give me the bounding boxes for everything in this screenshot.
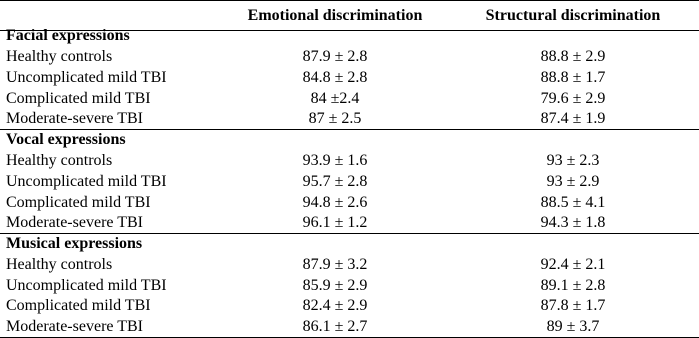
table-row [0, 192, 699, 213]
section-title-musical [0, 233, 699, 254]
table-row [0, 254, 699, 275]
table-row [0, 316, 699, 337]
section-title-text: Musical expressions [6, 235, 143, 252]
group-label: Uncomplicated mild TBI [6, 69, 167, 86]
group-label: Uncomplicated mild TBI [6, 277, 167, 294]
section-title-text: Facial expressions [6, 27, 130, 44]
header-structural-discrimination: Structural discrimination [485, 7, 661, 24]
emotional-value: 84.8 ± 2.8 [302, 69, 368, 86]
structural-value: 88.8 ± 1.7 [540, 69, 606, 86]
group-label: Complicated mild TBI [6, 90, 151, 107]
structural-value: 87.4 ± 1.9 [540, 110, 606, 127]
table-row [0, 88, 699, 109]
group-label: Uncomplicated mild TBI [6, 173, 167, 190]
section-title-facial [0, 25, 699, 46]
structural-value: 94.3 ± 1.8 [540, 214, 606, 231]
section-title-vocal [0, 129, 699, 150]
group-label: Healthy controls [6, 48, 113, 65]
group-label: Moderate-severe TBI [6, 214, 143, 231]
group-label: Healthy controls [6, 256, 113, 273]
group-label: Moderate-severe TBI [6, 318, 143, 335]
table-row [0, 67, 699, 88]
structural-value: 93 ± 2.3 [546, 152, 600, 169]
table-top-rule [0, 0, 699, 1]
group-label: Healthy controls [6, 152, 113, 169]
emotional-value: 85.9 ± 2.9 [302, 277, 368, 294]
emotional-value: 87.9 ± 2.8 [302, 48, 368, 65]
structural-value: 92.4 ± 2.1 [540, 256, 606, 273]
emotional-value: 84 ±2.4 [310, 90, 360, 107]
emotional-value: 94.8 ± 2.6 [302, 194, 368, 211]
table-row [0, 171, 699, 192]
section-title-text: Vocal expressions [6, 131, 126, 148]
structural-value: 79.6 ± 2.9 [540, 90, 606, 107]
table-row [0, 275, 699, 296]
structural-value: 89 ± 3.7 [546, 318, 600, 335]
emotional-value: 87.9 ± 3.2 [302, 256, 368, 273]
emotional-value: 86.1 ± 2.7 [302, 318, 368, 335]
group-label: Complicated mild TBI [6, 194, 151, 211]
table-row [0, 108, 699, 129]
table-row [0, 46, 699, 67]
structural-value: 89.1 ± 2.8 [540, 277, 606, 294]
emotional-value: 95.7 ± 2.8 [302, 173, 368, 190]
structural-value: 93 ± 2.9 [546, 173, 600, 190]
table-row [0, 150, 699, 171]
header-emotional-discrimination: Emotional discrimination [247, 7, 423, 24]
group-label: Complicated mild TBI [6, 297, 151, 314]
emotional-value: 87 ± 2.5 [308, 110, 362, 127]
table-header-row [0, 5, 699, 26]
table-row [0, 295, 699, 316]
table-row [0, 212, 699, 233]
structural-value: 87.8 ± 1.7 [540, 297, 606, 314]
structural-value: 88.8 ± 2.9 [540, 48, 606, 65]
emotional-value: 96.1 ± 1.2 [302, 214, 368, 231]
group-label: Moderate-severe TBI [6, 110, 143, 127]
emotional-value: 93.9 ± 1.6 [302, 152, 368, 169]
emotional-value: 82.4 ± 2.9 [302, 297, 368, 314]
structural-value: 88.5 ± 4.1 [540, 194, 606, 211]
